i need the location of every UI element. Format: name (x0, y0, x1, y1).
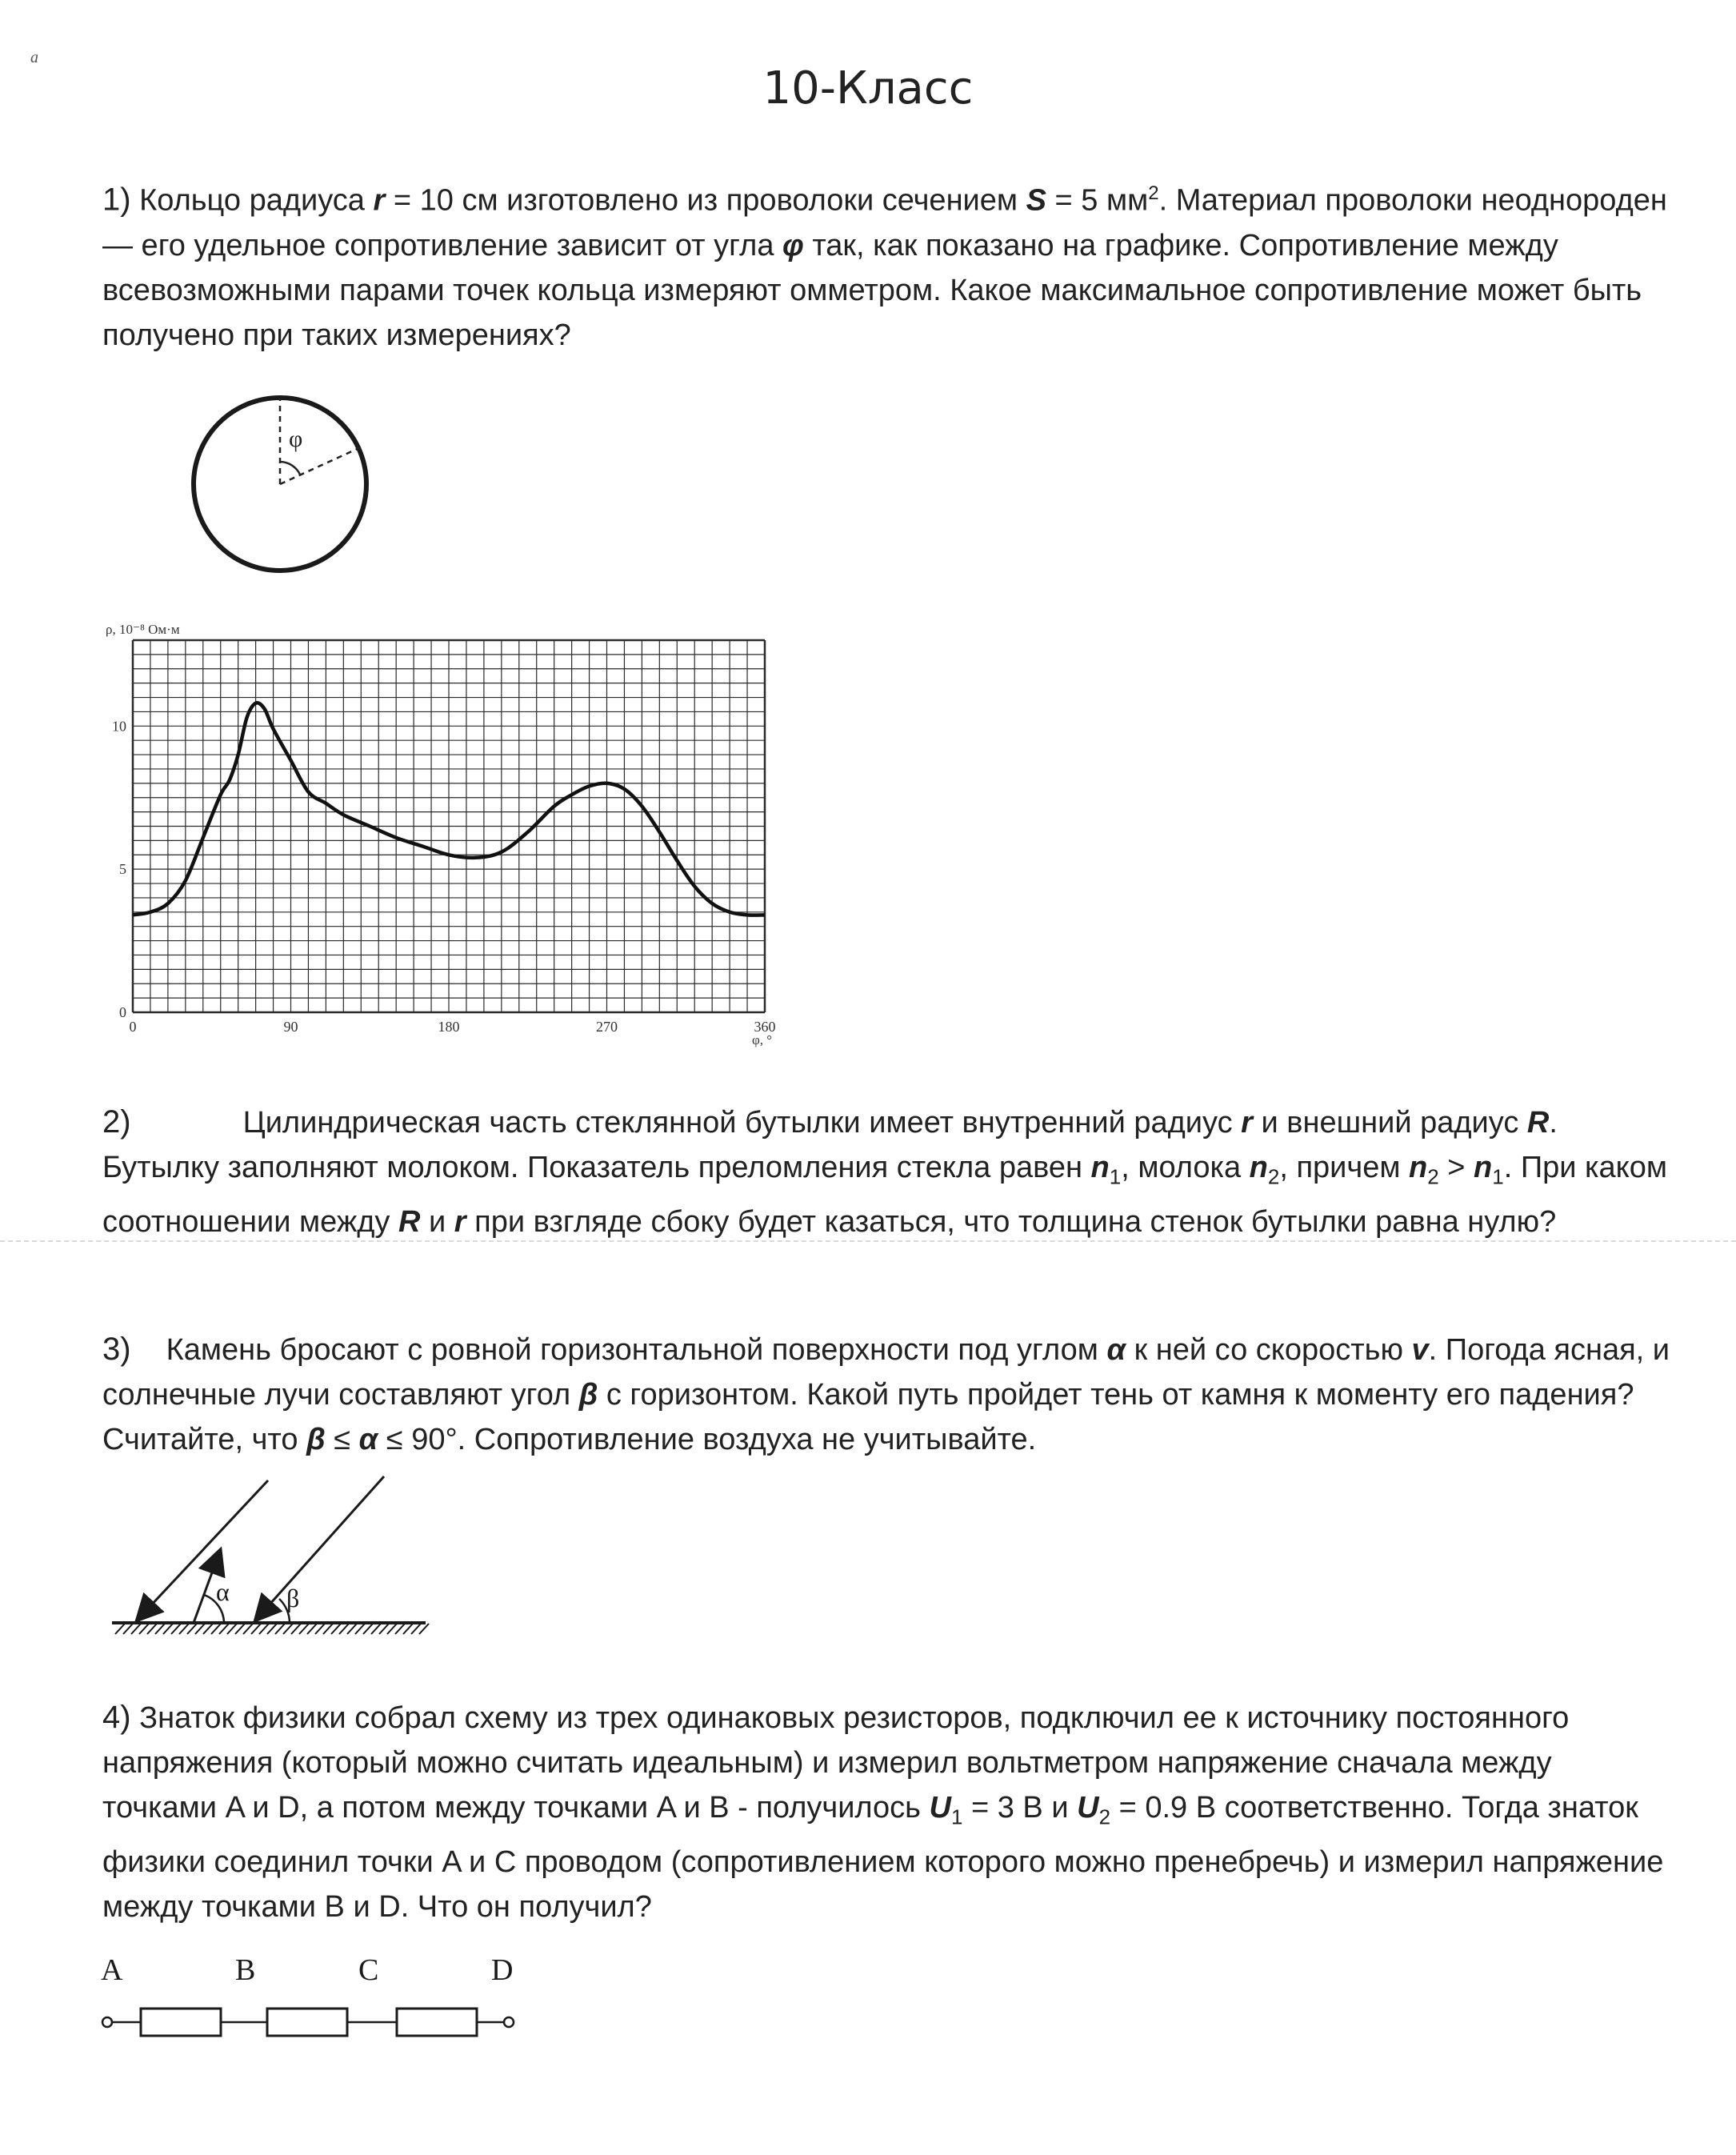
y-tick-label: 5 (119, 861, 126, 878)
p2-t8: и (420, 1204, 454, 1239)
hatch-mark (371, 1624, 381, 1634)
paper-fold-line (0, 1240, 1736, 1242)
p1-r-symbol: r (373, 183, 386, 218)
p4-t3: = 0.9 В соответственно. Тогда знаток физики соединил точки A и C проводом (сопротивлением которого можно пренебречь) и измерил напряжение между точками B и D. Что он получил? (102, 1791, 1664, 1924)
beta-label: β (286, 1584, 300, 1612)
p3-t1: Камень бросают с ровной горизонтальной поверхности под углом (166, 1333, 1107, 1367)
ring-angle-arc (280, 462, 300, 475)
hatch-mark (419, 1624, 429, 1634)
p3-t2: к ней со скоростью (1126, 1333, 1412, 1367)
terminal-d (504, 2017, 514, 2027)
hatch-mark (203, 1624, 213, 1634)
chart-ticks (112, 718, 776, 1035)
p3-alpha: α (1106, 1333, 1126, 1367)
node-label-b: B (235, 1953, 256, 1987)
hatch-mark (299, 1624, 309, 1634)
p3-t5: ≤ (325, 1423, 359, 1456)
page-title: 10-Класс (762, 62, 974, 114)
p2-r-symbol-b: r (454, 1204, 466, 1239)
p2-R-symbol-b: R (398, 1204, 421, 1239)
p3-t3: . Погода ясная, и солнечные лучи составляют угол (102, 1333, 1670, 1412)
p2-t3: . Бутылку заполняют молоком. Показатель преломления стекла равен (102, 1106, 1558, 1184)
p4-t1: Знаток физики собрал схему из трех одинаковых резисторов, подключил ее к источнику постоянного напряжения (который можно считать идеальным) и измерил вольтметром напряжение сначала между точками A и D, а потом между точками A и B - получилось (102, 1701, 1570, 1825)
p3-alpha-b: α (358, 1423, 378, 1456)
y-tick-label: 10 (112, 718, 126, 735)
p2-n1-b: n (1474, 1151, 1493, 1184)
hatch-mark (347, 1624, 357, 1634)
hatch-mark (387, 1624, 397, 1634)
problem-1-text (102, 171, 1670, 358)
p4-u2-sub: 2 (1098, 1805, 1111, 1829)
p2-t9: при взгляде сбоку будет казаться, что толщина стенок бутылки равна нулю? (466, 1204, 1557, 1239)
hatch-mark (323, 1624, 333, 1634)
resistor-circuit (94, 1945, 542, 2065)
p1-sup: 2 (1148, 182, 1159, 204)
sun-ray-2 (256, 1476, 384, 1620)
hatch-mark (275, 1624, 285, 1634)
node-label-d: D (491, 1953, 514, 1987)
ground-hatching (115, 1624, 429, 1634)
resistor-2 (267, 2009, 347, 2036)
hatch-mark (283, 1624, 293, 1634)
ring-phi-label: φ (289, 426, 303, 452)
p3-beta: β (578, 1378, 598, 1412)
p3-t6: ≤ 90°. Сопротивление воздуха не учитывайте. (378, 1423, 1037, 1456)
p2-R-symbol: R (1526, 1106, 1550, 1140)
resistor-1 (141, 2009, 221, 2036)
p1-phi-symbol: φ (782, 228, 804, 262)
alpha-label: α (216, 1577, 230, 1606)
p3-beta-b: β (306, 1423, 326, 1456)
p4-u1-sub: 1 (950, 1805, 963, 1829)
hatch-mark (339, 1624, 349, 1634)
p2-t7: . При каком соотношении между (102, 1151, 1667, 1239)
problem-2-number: 2) (102, 1104, 131, 1140)
hatch-mark (251, 1624, 261, 1634)
x-tick-label: 180 (438, 1019, 460, 1035)
hatch-mark (363, 1624, 373, 1634)
hatch-mark (139, 1624, 149, 1634)
p1-s-symbol: S (1026, 183, 1046, 218)
hatch-mark (195, 1624, 205, 1634)
chart-grid (133, 640, 765, 1012)
hatch-mark (307, 1624, 317, 1634)
problem-1-number: 1) (102, 182, 131, 218)
hatch-mark (155, 1624, 165, 1634)
stone-shadow-figure (104, 1464, 440, 1656)
hatch-mark (171, 1624, 181, 1634)
p2-t2: и внешний радиус (1252, 1106, 1527, 1140)
hatch-mark (379, 1624, 389, 1634)
x-tick-label: 90 (283, 1019, 298, 1035)
p3-v: v (1411, 1333, 1429, 1367)
p2-t6: > (1438, 1151, 1474, 1184)
hatch-mark (115, 1624, 125, 1634)
chart-y-label: ρ, 10⁻⁸ Ом·м (106, 622, 180, 637)
problem-4-text (102, 1695, 1670, 1929)
hatch-mark (219, 1624, 229, 1634)
p2-t1: Цилиндрическая часть стеклянной бутылки имеет внутренний радиус (242, 1106, 1242, 1140)
problem-2-text (102, 1100, 1670, 1244)
hatch-mark (179, 1624, 189, 1634)
hatch-mark (395, 1624, 405, 1634)
hatch-mark (259, 1624, 269, 1634)
ring-figure (180, 384, 388, 592)
chart-x-label: φ, ° (752, 1032, 773, 1047)
p3-t4: с горизонтом. Какой путь пройдет тень от камня к моменту его падения? Считайте, что (102, 1378, 1634, 1456)
hatch-mark (163, 1624, 173, 1634)
corner-mark-text: a (30, 49, 38, 66)
p2-n2: n (1249, 1151, 1268, 1184)
p1-t2: = 10 см изготовлено из проволоки сечением (385, 183, 1026, 218)
problem-3-number: 3) (102, 1332, 131, 1367)
hatch-mark (315, 1624, 325, 1634)
hatch-mark (235, 1624, 245, 1634)
hatch-mark (411, 1624, 421, 1634)
hatch-mark (267, 1624, 277, 1634)
hatch-mark (147, 1624, 157, 1634)
p4-t2: = 3 В и (962, 1791, 1078, 1825)
hatch-mark (403, 1624, 413, 1634)
terminal-a (102, 2017, 112, 2027)
p2-n2-sub: 2 (1267, 1164, 1280, 1189)
p2-n1: n (1090, 1151, 1110, 1184)
p1-t3: = 5 мм (1046, 183, 1149, 218)
node-label-a: A (101, 1953, 123, 1987)
resistivity-chart (94, 616, 814, 1064)
p2-n2-b: n (1409, 1151, 1428, 1184)
problem-4-number: 4) (102, 1700, 131, 1735)
hatch-mark (331, 1624, 341, 1634)
p4-u2: U (1077, 1791, 1099, 1825)
p1-t1: Кольцо радиуса (130, 183, 374, 218)
hatch-mark (291, 1624, 301, 1634)
p2-t4: , молока (1121, 1151, 1250, 1184)
p1-t4: . Материал проволоки неоднороден — его удельное сопротивление зависит от угла (102, 183, 1667, 262)
y-tick-label: 0 (119, 1004, 126, 1020)
hatch-mark (243, 1624, 253, 1634)
problem-3-text (102, 1327, 1670, 1462)
hatch-mark (123, 1624, 133, 1634)
x-tick-label: 270 (596, 1019, 618, 1035)
hatch-mark (131, 1624, 141, 1634)
resistor-3 (397, 2009, 477, 2036)
p2-n2-sub-b: 2 (1427, 1164, 1439, 1189)
p2-n1-sub-b: 1 (1492, 1164, 1504, 1189)
p1-t5: так, как показано на графике. Сопротивление между всевозможными парами точек кольца измеряют омметром. Какое максимальное сопротивление может быть получено при таких измерениях? (102, 228, 1642, 352)
p2-r-symbol: r (1241, 1106, 1253, 1140)
x-tick-label: 360 (754, 1019, 776, 1035)
hatch-mark (211, 1624, 221, 1634)
node-label-c: C (358, 1953, 379, 1987)
hatch-mark (187, 1624, 197, 1634)
p4-u1: U (929, 1791, 951, 1825)
x-tick-label: 0 (129, 1019, 137, 1035)
p2-t5: , причем (1279, 1151, 1410, 1184)
hatch-mark (227, 1624, 237, 1634)
p2-n1-sub: 1 (1109, 1164, 1122, 1189)
hatch-mark (355, 1624, 365, 1634)
